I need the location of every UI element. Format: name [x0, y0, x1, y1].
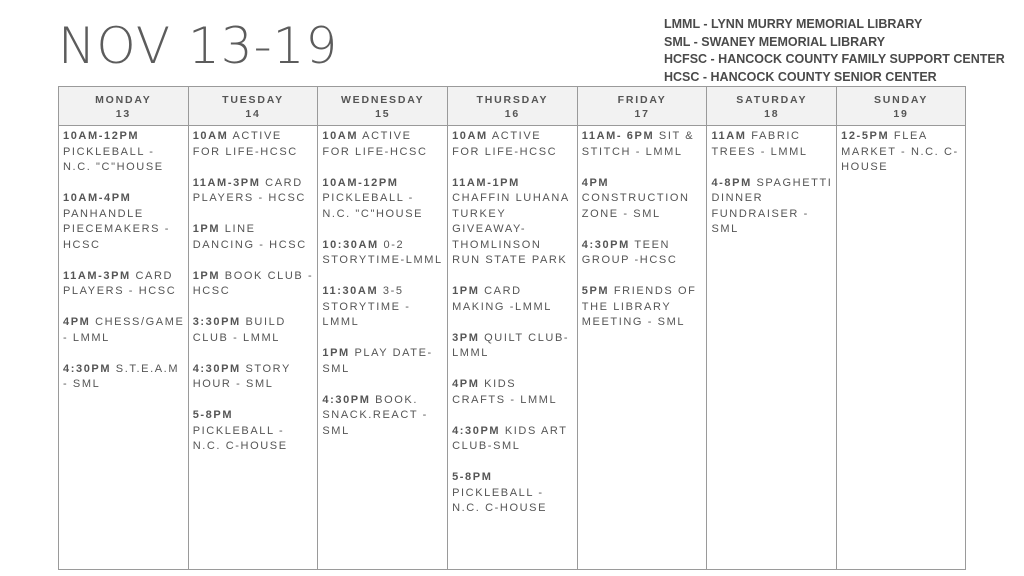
event-description: CARD PLAYERS - HCSC — [63, 269, 177, 297]
event-item — [582, 176, 704, 223]
event-item — [711, 129, 833, 160]
day-events — [837, 126, 965, 191]
page-title: NOV 13-19 — [58, 17, 339, 75]
event-description: S.T.E.A.M - SML — [63, 362, 180, 390]
event-time: 11AM-1PM — [452, 176, 520, 189]
day-date: 18 — [764, 108, 780, 120]
event-item — [841, 129, 962, 176]
event-description: CHAFFIN LUHANA TURKEY GIVEAWAY-THOMLINSON RUN STATE PARK — [452, 192, 570, 266]
event-description: 3-5 STORYTIME - LMML — [322, 285, 411, 328]
event-time: 10AM-12PM — [63, 130, 140, 142]
day-date: 16 — [504, 108, 521, 120]
event-item — [452, 377, 574, 408]
day-name: TUESDAY — [222, 94, 284, 106]
event-time: 1PM — [452, 285, 480, 297]
event-time: 1PM — [322, 347, 350, 359]
event-item — [322, 238, 444, 269]
day-events — [448, 126, 577, 532]
day-events — [318, 126, 447, 455]
event-time: 10AM — [192, 130, 229, 142]
event-time: 4PM — [452, 378, 480, 390]
event-description: ACTIVE FOR LIFE-HCSC — [322, 130, 428, 158]
event-item — [193, 269, 315, 300]
event-time: 1PM — [192, 223, 221, 235]
day-events — [189, 126, 318, 470]
event-description: BOOK CLUB - HCSC — [192, 269, 314, 297]
event-time: 4PM — [581, 176, 610, 189]
event-item — [452, 176, 574, 269]
event-time: 12-5PM — [841, 130, 890, 142]
day-column-tuesday — [189, 87, 319, 569]
event-item — [193, 315, 315, 346]
day-header — [59, 87, 188, 126]
event-item — [582, 238, 704, 269]
event-description: CONSTRUCTION ZONE - SML — [581, 192, 690, 220]
event-time: 11AM-3PM — [192, 176, 261, 189]
day-name: FRIDAY — [617, 94, 667, 106]
event-time: 11AM — [711, 130, 747, 142]
event-time: 5PM — [581, 285, 610, 297]
event-time: 10AM — [322, 130, 359, 142]
event-description: PICKLEBALL - N.C. "C"HOUSE — [63, 145, 164, 173]
event-description: FABRIC TREES - LMML — [711, 130, 808, 158]
event-item — [452, 470, 574, 517]
legend-item: HCFSC - HANCOCK COUNTY FAMILY SUPPORT CENTER — [664, 52, 1005, 66]
event-description: PLAY DATE- SML — [322, 347, 433, 375]
event-item — [193, 176, 315, 207]
day-name: WEDNESDAY — [340, 94, 425, 106]
event-time: 4-8PM — [711, 176, 752, 189]
event-description: 0-2 STORYTIME-LMML — [322, 238, 443, 266]
event-description: BOOK. SNACK.REACT - SML — [322, 393, 428, 437]
event-description: CARD PLAYERS - HCSC — [192, 176, 306, 204]
day-name: SUNDAY — [873, 94, 929, 106]
event-item — [582, 284, 704, 331]
day-name: SATURDAY — [736, 94, 808, 106]
event-item — [63, 129, 185, 176]
day-date: 15 — [375, 108, 391, 120]
event-item — [582, 129, 704, 160]
event-item — [322, 346, 444, 377]
event-description: BUILD CLUB - LMML — [192, 316, 286, 344]
event-description: FLEA MARKET - N.C. C-HOUSE — [841, 130, 959, 173]
event-time: 3:30PM — [192, 316, 241, 328]
legend-item: HCSC - HANCOCK COUNTY SENIOR CENTER — [664, 69, 937, 84]
legend-item: LMML - LYNN MURRY MEMORIAL LIBRARY — [664, 17, 923, 31]
day-column-friday — [578, 87, 708, 569]
day-header — [318, 87, 447, 126]
event-time: 4:30PM — [452, 424, 501, 437]
event-item — [322, 393, 444, 440]
event-time: 5-8PM — [452, 471, 493, 483]
event-item — [322, 284, 444, 331]
event-item — [193, 362, 315, 393]
event-item — [452, 331, 574, 362]
event-description: TEEN GROUP -HCSC — [581, 238, 678, 266]
event-description: LINE DANCING - HCSC — [192, 223, 307, 251]
event-item — [63, 269, 185, 300]
event-time: 4:30PM — [322, 393, 371, 406]
event-description: FRIENDS OF THE LIBRARY MEETING - SML — [581, 285, 697, 328]
event-time: 3PM — [452, 331, 480, 344]
weekly-calendar — [58, 86, 966, 570]
event-description: ACTIVE FOR LIFE-HCSC — [452, 130, 558, 158]
event-description: SPAGHETTI DINNER FUNDRAISER - SML — [711, 176, 833, 235]
day-header — [837, 87, 965, 126]
event-item — [452, 284, 574, 315]
event-description: PANHANDLE PIECEMAKERS - HCSC — [63, 207, 170, 251]
day-name: MONDAY — [95, 94, 152, 106]
event-time: 4:30PM — [581, 238, 630, 251]
event-time: 11AM- 6PM — [581, 130, 655, 142]
event-item — [322, 129, 444, 160]
event-item — [452, 129, 574, 160]
event-description: ACTIVE FOR LIFE-HCSC — [192, 130, 298, 158]
event-description: STORY HOUR - SML — [192, 362, 291, 390]
event-description: KIDS CRAFTS - LMML — [452, 378, 558, 406]
day-column-sunday — [837, 87, 965, 569]
event-time: 10AM-4PM — [63, 192, 132, 204]
day-column-thursday — [448, 87, 578, 569]
event-time: 4PM — [63, 316, 91, 328]
event-item — [193, 408, 315, 455]
event-description: CHESS/GAME - LMML — [63, 316, 185, 344]
day-column-wednesday — [318, 87, 448, 569]
day-events — [59, 126, 188, 408]
event-time: 11AM-3PM — [63, 269, 131, 282]
day-column-saturday — [707, 87, 837, 569]
event-time: 4:30PM — [63, 362, 112, 375]
day-header — [707, 87, 836, 126]
event-description: CARD MAKING -LMML — [452, 285, 552, 313]
day-date: 13 — [115, 108, 131, 120]
event-description: KIDS ART CLUB-SML — [452, 424, 568, 452]
day-date: 17 — [634, 108, 650, 120]
event-item — [452, 424, 574, 455]
event-item — [63, 362, 185, 393]
event-time: 10:30AM — [322, 238, 379, 251]
day-header — [578, 87, 707, 126]
event-item — [711, 176, 833, 238]
event-item — [63, 191, 185, 253]
event-description: PICKLEBALL - N.C. C-HOUSE — [452, 486, 548, 514]
event-item — [322, 176, 444, 223]
legend-item: SML - SWANEY MEMORIAL LIBRARY — [664, 34, 886, 49]
library-legend — [664, 16, 1005, 86]
event-item — [193, 222, 315, 253]
event-time: 10AM-12PM — [322, 176, 399, 189]
day-column-monday — [59, 87, 189, 569]
day-date: 14 — [245, 108, 261, 120]
event-description: QUILT CLUB- LMML — [452, 331, 570, 359]
event-time: 5-8PM — [192, 409, 234, 421]
event-time: 11:30AM — [322, 285, 379, 297]
day-name: THURSDAY — [476, 94, 549, 106]
event-time: 4:30PM — [192, 362, 241, 375]
event-time: 1PM — [192, 269, 221, 282]
event-item — [193, 129, 315, 160]
event-item — [63, 315, 185, 346]
day-events — [707, 126, 836, 253]
event-time: 10AM — [452, 130, 488, 142]
day-header — [189, 87, 318, 126]
day-header — [448, 87, 577, 126]
day-date: 19 — [893, 108, 909, 120]
event-description: PICKLEBALL - N.C. "C"HOUSE — [322, 192, 424, 220]
event-description: PICKLEBALL - N.C. C-HOUSE — [192, 424, 288, 452]
day-events — [578, 126, 707, 346]
event-description: SIT & STITCH - LMML — [581, 130, 695, 158]
